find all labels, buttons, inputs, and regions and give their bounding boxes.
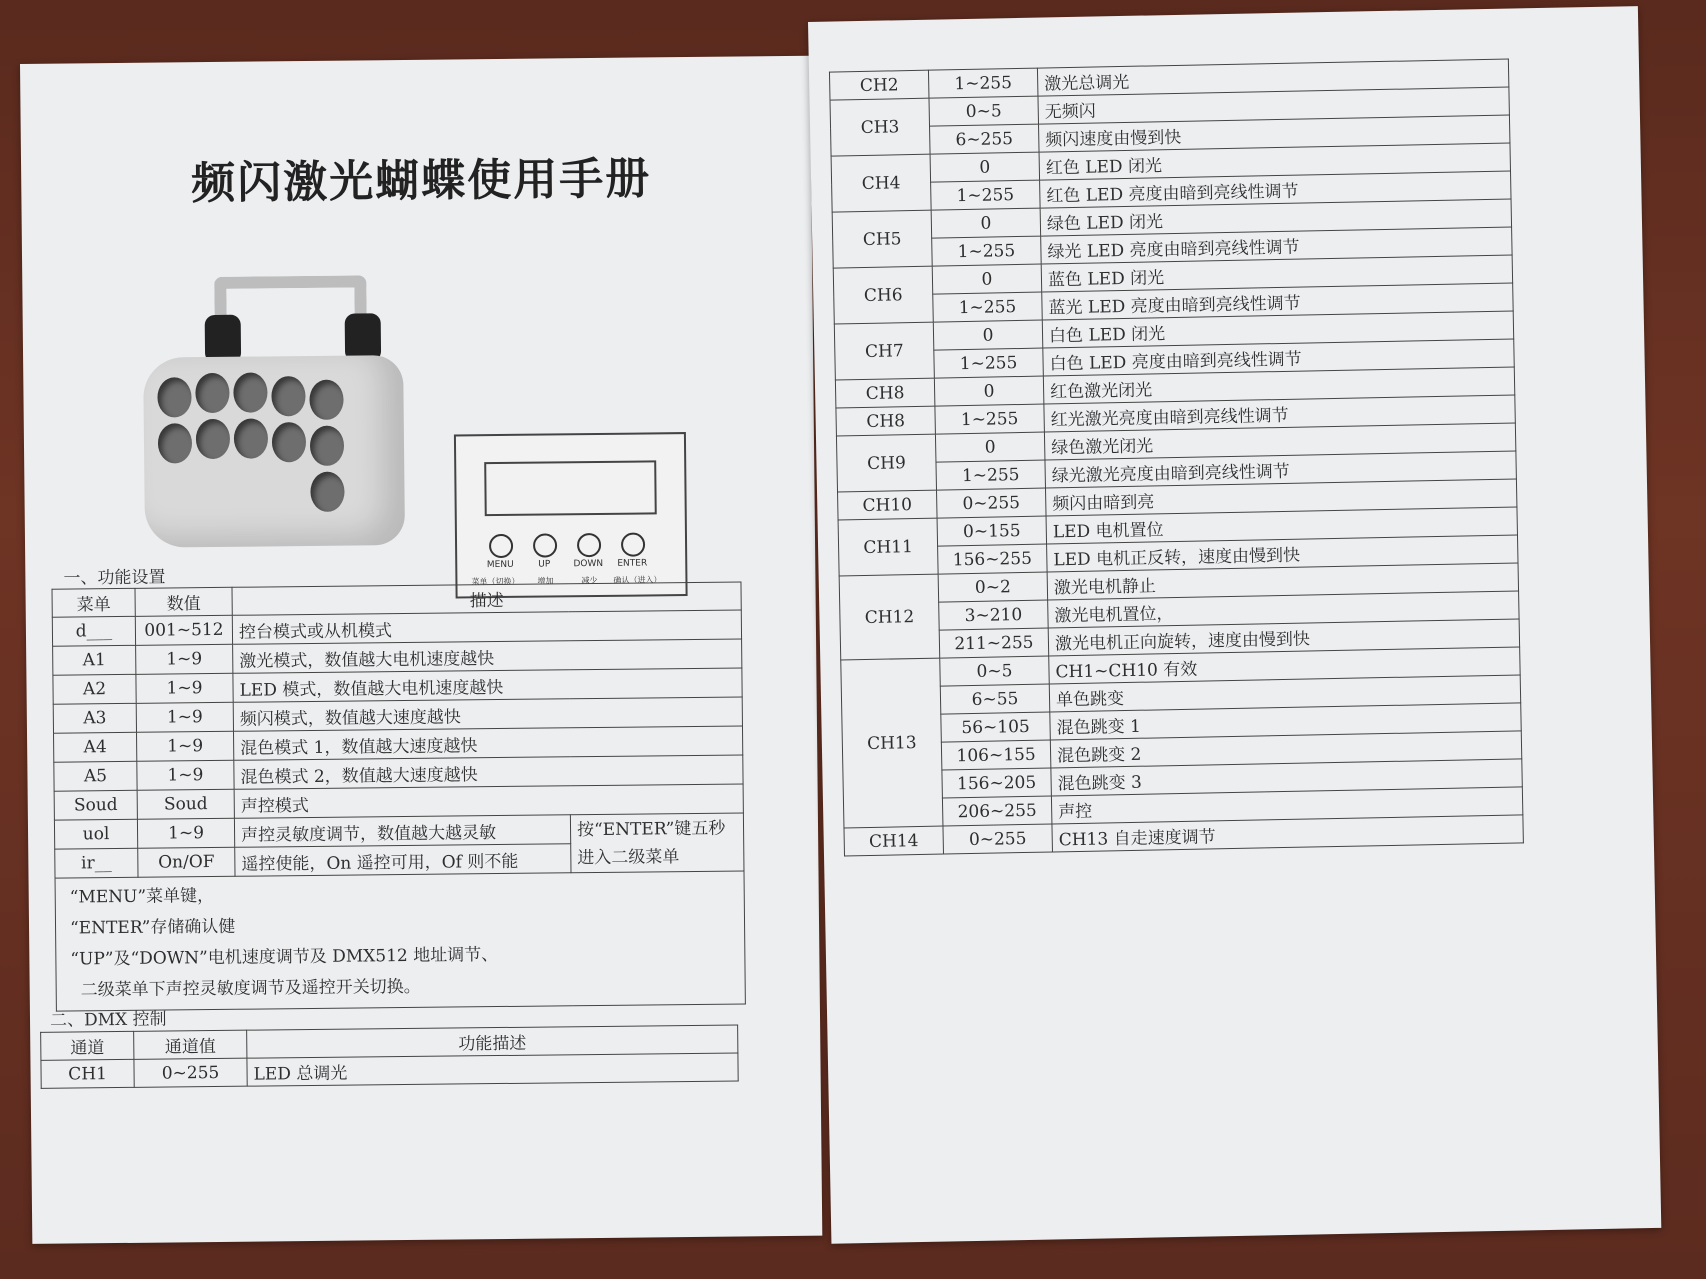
value-cell: 1~255 <box>936 460 1046 490</box>
channel-cell: CH10 <box>838 490 938 520</box>
down-button-icon <box>577 533 601 557</box>
value-cell: 1~9 <box>136 644 233 674</box>
value-cell: 1~9 <box>137 760 234 790</box>
desc-cell: 红色激光闭光 <box>1043 367 1514 404</box>
dmx-table-start <box>40 1025 739 1089</box>
right-knob <box>345 313 382 361</box>
desc-cell: 白色 LED 亮度由暗到亮线性调节 <box>1043 339 1514 376</box>
value-cell: 1~9 <box>136 702 233 732</box>
value-cell: 0 <box>930 152 1040 182</box>
channel-cell: CH12 <box>839 574 940 660</box>
down-label: DOWN <box>573 558 604 570</box>
lens-icon <box>196 419 230 459</box>
value-cell: 1~255 <box>932 236 1042 266</box>
fixture-body <box>143 355 405 548</box>
desc-cell: 混色模式 1，数值越大速度越快 <box>233 726 742 760</box>
value-cell: 206~255 <box>942 796 1052 826</box>
desc-cell: 激光模式，数值越大电机速度越快 <box>233 639 742 673</box>
manual-title: 频闪激光蝴蝶使用手册 <box>190 153 652 210</box>
up-sub-label: 增加 <box>537 576 554 586</box>
note-line: 二级菜单下声控灵敏度调节及遥控开关切换。 <box>80 976 421 1001</box>
menu-label: MENU <box>486 559 514 571</box>
value-cell: 1~9 <box>136 673 233 703</box>
desc-cell: 混色跳变 3 <box>1051 759 1522 796</box>
value-cell: 1~9 <box>137 818 234 848</box>
channel-cell: CH3 <box>830 98 930 156</box>
note-line: “ENTER”存储确认健 <box>69 916 236 939</box>
up-button-icon <box>533 533 557 557</box>
header-menu: 菜单 <box>52 588 135 617</box>
header-desc: 描述 <box>232 582 741 615</box>
menu-cell: Soud <box>54 790 137 820</box>
table-row <box>54 813 743 849</box>
channel-cell: CH8 <box>836 406 936 436</box>
note-line: “UP”及“DOWN”电机速度调节及 DMX512 地址调节、 <box>70 945 499 970</box>
value-cell: 0~5 <box>940 656 1050 686</box>
up-label: UP <box>538 559 551 570</box>
desc-cell: 频闪由暗到亮 <box>1045 479 1516 516</box>
lens-icon <box>272 422 306 462</box>
channel-cell: CH9 <box>836 434 936 492</box>
menu-cell: ir__ <box>55 848 138 878</box>
desc-cell: 激光电机正向旋转，速度由慢到快 <box>1048 619 1519 656</box>
desc-cell: 红色 LED 闭光 <box>1039 143 1510 180</box>
value-cell: 0~255 <box>134 1058 247 1087</box>
menu-cell: A1 <box>53 645 136 675</box>
value-cell: Soud <box>137 789 234 819</box>
value-cell: 156~205 <box>942 768 1052 798</box>
desc-cell: 绿色激光闭光 <box>1044 423 1515 460</box>
value-cell: 106~155 <box>941 740 1051 770</box>
channel-cell: CH8 <box>835 378 935 408</box>
desc-cell: 单色跳变 <box>1049 675 1520 712</box>
desc-cell: LED 电机置位 <box>1046 507 1517 544</box>
value-cell: 0 <box>934 376 1044 406</box>
enter-side-note <box>570 813 744 873</box>
menu-sub-label: 菜单（切换） <box>471 576 520 587</box>
control-panel-illustration <box>454 432 688 598</box>
channel-cell: CH13 <box>841 658 943 828</box>
desc-cell: LED 电机正反转，速度由慢到快 <box>1047 535 1518 572</box>
value-cell: 1~255 <box>934 348 1044 378</box>
value-cell: 156~255 <box>938 544 1048 574</box>
product-illustration <box>122 275 425 558</box>
value-cell: 0~2 <box>938 572 1048 602</box>
lens-icon <box>309 380 343 420</box>
lens-icon <box>195 373 229 413</box>
desc-cell: 红光激光亮度由暗到亮线性调节 <box>1044 395 1515 432</box>
desc-cell: 绿色 LED 闭光 <box>1040 199 1511 236</box>
lens-icon <box>310 426 344 466</box>
desc-cell: 蓝色 LED 闭光 <box>1041 255 1512 292</box>
dmx-table-continued <box>829 59 1524 857</box>
header-function: 功能描述 <box>247 1025 738 1058</box>
menu-cell: uol <box>54 819 137 849</box>
value-cell: 1~255 <box>928 68 1038 98</box>
function-settings-table <box>51 581 745 1011</box>
value-cell: 1~255 <box>933 292 1043 322</box>
value-cell: 0~255 <box>937 488 1047 518</box>
value-cell: 0 <box>932 264 1042 294</box>
desc-cell: 绿光激光亮度由暗到亮线性调节 <box>1045 451 1516 488</box>
desc-cell: 遥控使能，On 遥控可用，Of 则不能 <box>235 844 571 877</box>
menu-cell: A2 <box>53 674 136 704</box>
value-cell: 0~5 <box>929 96 1039 126</box>
desc-cell: 混色跳变 2 <box>1050 731 1521 768</box>
lens-icon <box>234 418 268 458</box>
desc-cell: 绿光 LED 亮度由暗到亮线性调节 <box>1041 227 1512 264</box>
value-cell: 3~210 <box>939 600 1049 630</box>
enter-button-icon <box>621 532 645 556</box>
desc-cell: CH1~CH10 有效 <box>1049 647 1520 684</box>
desc-cell: 无频闪 <box>1038 87 1509 124</box>
lens-icon <box>157 377 191 417</box>
menu-cell: A3 <box>53 703 136 733</box>
down-sub-label: 减少 <box>581 575 598 586</box>
menu-cell: A5 <box>54 761 137 791</box>
value-cell: 6~255 <box>930 124 1040 154</box>
value-cell: 0~255 <box>943 824 1053 854</box>
manual-left-page <box>20 56 822 1244</box>
channel-cell: CH5 <box>832 210 932 268</box>
key-notes <box>55 871 745 1011</box>
header-channel-value: 通道值 <box>134 1030 247 1059</box>
value-cell: 0 <box>933 320 1043 350</box>
value-cell: 0~155 <box>937 516 1047 546</box>
lens-icon <box>310 472 344 512</box>
desc-cell: LED 模式，数值越大电机速度越快 <box>233 668 742 702</box>
lcd-screen <box>484 460 657 516</box>
dmx-heading: 二、DMX 控制 <box>49 1009 167 1031</box>
desc-cell: 蓝光 LED 亮度由暗到亮线性调节 <box>1042 283 1513 320</box>
value-cell: 0 <box>931 208 1041 238</box>
desc-cell: 激光总调光 <box>1037 59 1508 96</box>
channel-cell: CH1 <box>41 1059 134 1088</box>
value-cell: 1~9 <box>137 731 234 761</box>
menu-button-icon <box>489 534 513 558</box>
value-cell: 1~255 <box>935 404 1045 434</box>
desc-cell: 白色 LED 闭光 <box>1042 311 1513 348</box>
desc-cell: 控台模式或从机模式 <box>232 610 741 644</box>
desc-cell: 激光电机静止 <box>1047 563 1518 600</box>
desc-cell: LED 总调光 <box>247 1053 738 1086</box>
value-cell: 6~55 <box>940 684 1050 714</box>
lens-icon <box>271 376 305 416</box>
channel-cell: CH6 <box>833 266 933 324</box>
desc-cell: 混色跳变 1 <box>1050 703 1521 740</box>
side-note-line: 按“ENTER”键五秒 <box>576 818 726 840</box>
desc-cell: 声控灵敏度调节，数值越大越灵敏 <box>234 815 570 848</box>
notes-row <box>55 871 745 1011</box>
manual-right-page <box>808 6 1661 1244</box>
desc-cell: 红色 LED 亮度由暗到亮线性调节 <box>1040 171 1511 208</box>
desc-cell: 激光电机置位， <box>1048 591 1519 628</box>
lens-icon <box>233 372 267 412</box>
value-cell: 56~105 <box>941 712 1051 742</box>
header-channel: 通道 <box>41 1031 134 1060</box>
menu-cell: A4 <box>54 732 137 762</box>
desc-cell: 频闪模式，数值越大速度越快 <box>233 697 742 731</box>
channel-cell: CH7 <box>834 322 934 380</box>
channel-cell: CH4 <box>831 154 931 212</box>
enter-label: ENTER <box>617 558 648 569</box>
value-cell: 0 <box>935 432 1045 462</box>
value-cell: 211~255 <box>939 628 1049 658</box>
table-row <box>41 1053 738 1088</box>
side-note-line: 进入二级菜单 <box>577 846 680 868</box>
desc-cell: 声控 <box>1051 787 1522 824</box>
value-cell: On/OF <box>138 847 235 877</box>
lens-icon <box>158 423 192 463</box>
menu-cell: d___ <box>52 616 135 646</box>
desc-cell: CH13 自走速度调节 <box>1052 815 1523 852</box>
function-settings-heading: 一、功能设置 <box>63 567 166 589</box>
value-cell: 1~255 <box>931 180 1041 210</box>
channel-cell: CH14 <box>844 826 944 856</box>
desc-cell: 混色模式 2，数值越大速度越快 <box>234 755 743 789</box>
enter-sub-label: 确认（进入） <box>613 575 662 585</box>
header-value: 数值 <box>135 587 232 616</box>
channel-cell: CH2 <box>829 70 929 100</box>
desc-cell: 频闪速度由慢到快 <box>1039 115 1510 152</box>
desc-cell: 声控模式 <box>234 784 743 818</box>
channel-cell: CH11 <box>838 518 938 576</box>
note-line: “MENU”菜单键， <box>69 886 215 908</box>
value-cell: 001~512 <box>135 615 232 645</box>
